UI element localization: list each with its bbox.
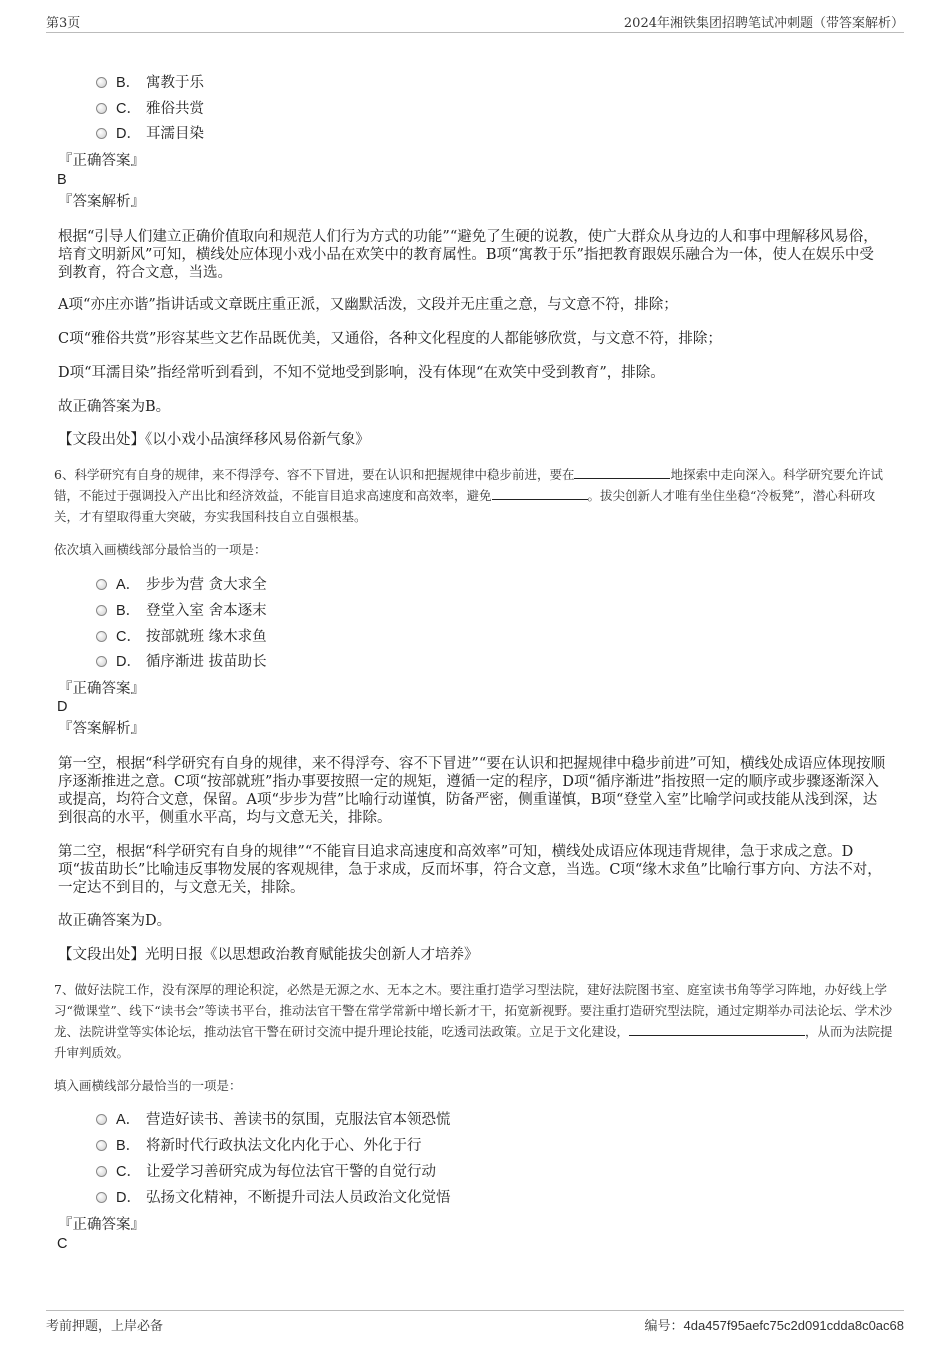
q6-stem: 6、科学研究有自身的规律，来不得浮夸、容不下冒进，要在认识和把握规律中稳步前进，要在 地探索中走向深入。科学研究要允许试错，不能过于强调投入产出比和经济效益，不能盲目追求高速度和高效率，避免 。拔尖创新人才唯有坐住坐稳“冷板凳”，潜心科研攻关，才有望取得重大突破，夯实我国科技自立自强根基。	[54, 467, 883, 524]
radio-icon[interactable]	[96, 1192, 107, 1203]
document-title: 2024年湘铁集团招聘笔试冲刺题（带答案解析）	[623, 16, 904, 31]
radio-icon[interactable]	[96, 656, 107, 667]
q5-analysis-p5: 故正确答案为B。	[58, 399, 171, 415]
q6-option-b[interactable]: B． 登堂入室 舍本逐末	[96, 601, 267, 621]
q6-blank-1	[574, 466, 670, 479]
q6-analysis-label: 『答案解析』	[58, 721, 145, 737]
q7-option-a[interactable]: A． 营造好读书、善读书的氛围，克服法官本领恐慌	[96, 1110, 451, 1130]
q5-analysis-label: 『答案解析』	[58, 194, 145, 210]
radio-icon[interactable]	[96, 1166, 107, 1177]
radio-icon[interactable]	[96, 1140, 107, 1151]
radio-icon[interactable]	[96, 103, 107, 114]
q6-source: 【文段出处】光明日报《以思想政治教育赋能拔尖创新人才培养》	[58, 947, 479, 963]
q7-blank-1	[629, 1023, 725, 1036]
q7-option-b[interactable]: B． 将新时代行政执法文化内化于心、外化于行	[96, 1136, 422, 1156]
q6-option-a[interactable]: A． 步步为营 贪大求全	[96, 575, 267, 595]
q5-option-b[interactable]: B． 寓教于乐	[96, 73, 204, 93]
q6-analysis-p3: 故正确答案为D。	[58, 913, 172, 929]
q7-blank-2	[725, 1023, 805, 1036]
document-code: 编号：4da457f95aefc75c2d091cdda8c0ac68	[644, 1318, 904, 1334]
radio-icon[interactable]	[96, 128, 107, 139]
q5-analysis-p4: D项“耳濡目染”指经常听到看到，不知不觉地受到影响，没有体现“在欢笑中受到教育”，排除。	[58, 365, 665, 381]
q5-source: 【文段出处】《以小戏小品演绎移风易俗新气象》	[58, 432, 370, 448]
page-header	[46, 12, 904, 33]
footer-slogan: 考前押题，上岸必备	[46, 1319, 164, 1334]
radio-icon[interactable]	[96, 579, 107, 590]
q5-analysis-p1: 根据“引导人们建立正确价值取向和规范人们行为方式的功能”“避免了生硬的说教，使广大群众从身边的人和事中理解移风易俗，培育文明新风”可知，横线处应体现小戏小品在欢笑中的教育属性。B项“寓教于乐”指把教育跟娱乐融合为一体，使人在娱乐中受到教育，符合文意，当选。	[58, 229, 878, 281]
q7-option-c[interactable]: C． 让爱学习善研究成为每位法官干警的自觉行动	[96, 1162, 436, 1182]
q6-option-d[interactable]: D． 循序渐进 拔苗助长	[96, 652, 267, 672]
q6-answer: D	[57, 699, 68, 715]
radio-icon[interactable]	[96, 631, 107, 642]
q5-analysis-p3: C项“雅俗共赏”形容某些文艺作品既优美，又通俗，各种文化程度的人都能够欣赏，与文意不符，排除；	[58, 331, 722, 347]
q7-option-d[interactable]: D． 弘扬文化精神，不断提升司法人员政治文化觉悟	[96, 1188, 451, 1208]
q6-blank-2	[492, 487, 588, 500]
q7-stem: 7、做好法院工作，没有深厚的理论积淀，必然是无源之水、无本之木。要注重打造学习型法院，建好法院图书室、庭室读书角等学习阵地，办好线上学习“微课堂”、线下“读书会”等读书平台，推动法官干警在常学常新中增长新才干，拓宽新视野。要注重打造研究型法院，通过定期举办司法论坛、学术沙龙、法院讲堂等实体论坛，推动法官干警在研讨交流中提升理论技能，吃透司法政策。立足于文化建设， ，从而为法院提升审判质效。	[54, 982, 893, 1060]
q6-analysis-p1: 第一空，根据“科学研究有自身的规律，来不得浮夸、容不下冒进”“要在认识和把握规律中稳步前进”可知，横线处成语应体现按顺序逐渐推进之意。C项“按部就班”指办事要按照一定的规矩，遵循一定的程序，D项“循序渐进”指按照一定的顺序或步骤逐渐深入或提高，均符合文意，保留。A项“步步为营”比喻行动谨慎，防备严密，侧重谨慎，B项“登堂入室”比喻学问或技能从浅到深，达到很高的水平，侧重水平高，均与文意无关，排除。	[58, 756, 886, 826]
radio-icon[interactable]	[96, 1114, 107, 1125]
page-number: 第3页	[46, 16, 81, 31]
page-footer	[46, 1310, 904, 1335]
radio-icon[interactable]	[96, 605, 107, 616]
q5-correct-label: 『正确答案』	[58, 153, 145, 169]
q5-option-d[interactable]: D． 耳濡目染	[96, 124, 204, 144]
q6-analysis-p2: 第二空，根据“科学研究有自身的规律”“不能盲目追求高速度和高效率”可知，横线处成语应体现违背规律，急于求成之意。D项“拔苗助长”比喻违反事物发展的客观规律，急于求成，反而坏事，符合文意，当选。C项“缘木求鱼”比喻行事方向、方法不对，一定达不到目的，与文意无关，排除。	[58, 844, 882, 896]
q7-answer: C	[57, 1236, 68, 1252]
q6-correct-label: 『正确答案』	[58, 681, 145, 697]
q5-option-c[interactable]: C． 雅俗共赏	[96, 99, 204, 119]
q5-answer: B	[57, 172, 67, 188]
q5-analysis-p2: A项“亦庄亦谐”指讲话或文章既庄重正派，又幽默活泼，文段并无庄重之意，与文意不符，排除；	[58, 297, 678, 313]
q6-option-c[interactable]: C． 按部就班 缘木求鱼	[96, 627, 267, 647]
q7-prompt: 填入画横线部分最恰当的一项是：	[54, 1078, 242, 1093]
q7-correct-label: 『正确答案』	[58, 1217, 145, 1233]
radio-icon[interactable]	[96, 77, 107, 88]
q6-prompt: 依次填入画横线部分最恰当的一项是：	[54, 542, 267, 557]
